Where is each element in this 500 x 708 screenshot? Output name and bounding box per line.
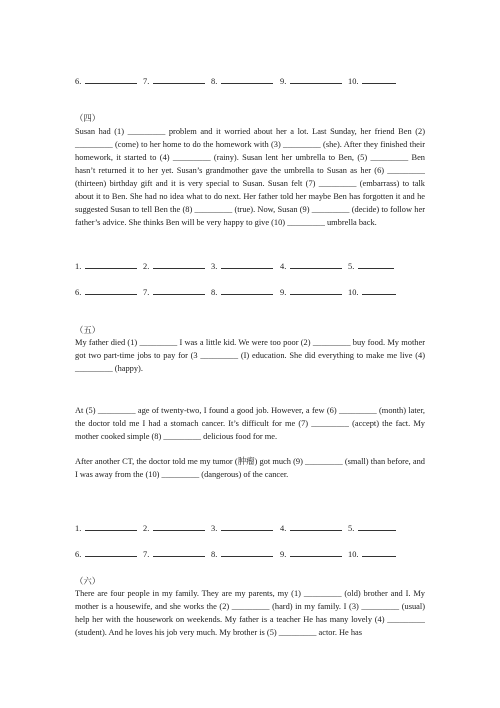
section-5-paragraph-3: After another CT, the doctor told me my tumor (肿瘤) got much (9) _________ (small) than before, and I was away from the (10) _________ (dangerous) of the cancer. — [75, 457, 425, 479]
answer-slot-7[interactable]: 7. — [143, 75, 205, 86]
answer-slot-5[interactable]: 5. — [348, 260, 394, 271]
answer-slot-6[interactable]: 6. — [75, 548, 137, 559]
section-4-heading: （四） — [75, 114, 101, 123]
answer-slot-5[interactable]: 5. — [348, 522, 396, 533]
answer-slot-1[interactable]: 1. — [75, 260, 137, 271]
answer-slot-6[interactable]: 6. — [75, 75, 137, 86]
answer-slot-8[interactable]: 8. — [211, 75, 273, 86]
section-4-answer-row-2 — [75, 286, 427, 300]
answer-slot-9[interactable]: 9. — [280, 75, 342, 86]
answer-slot-9[interactable]: 9. — [280, 286, 342, 297]
section-5-paragraph-1: My father died (1) _________ I was a little kid. We were too poor (2) _________ buy food. My mother got two part-time jobs to pay for (3 _________ (I) education. She did everything to make me live (4) _________ (happy). — [75, 338, 425, 373]
answer-slot-7[interactable]: 7. — [143, 548, 205, 559]
answer-slot-2[interactable]: 2. — [143, 522, 205, 533]
answer-slot-2[interactable]: 2. — [143, 260, 205, 271]
section-5-paragraph-2: At (5) _________ age of twenty-two, I found a good job. However, a few (6) _________ (month) later, the doctor told me I had a stomach cancer. It’s difficult for me (7) _________ (accept) the fact. My mother cooked simple (8) _________ delicious food for me. — [75, 406, 425, 441]
section-6-passage: There are four people in my family. They are my parents, my (1) _________ (old) brother and I. My mother is a housewife, and she works the (2) _________ (hard) in my family. I (3) _________ (usual) help her with the housework on weekends. My father is a teacher He has many lovely (4) _________ (student). And he loves his job very much. My brother is (5) _________ actor. He has — [75, 589, 425, 637]
answer-slot-4[interactable]: 4. — [280, 260, 342, 271]
answer-slot-8[interactable]: 8. — [211, 548, 273, 559]
answer-slot-10[interactable]: 10. — [348, 75, 396, 86]
section-5-heading: （五） — [75, 326, 101, 335]
answer-slot-10[interactable]: 10. — [348, 548, 396, 559]
answer-slot-8[interactable]: 8. — [211, 286, 273, 297]
answer-slot-9[interactable]: 9. — [280, 548, 342, 559]
answer-row-top — [75, 75, 427, 89]
answer-slot-7[interactable]: 7. — [143, 286, 205, 297]
section-5-answer-row-2 — [75, 548, 427, 562]
answer-slot-4[interactable]: 4. — [280, 522, 342, 533]
answer-slot-10[interactable]: 10. — [348, 286, 396, 297]
section-4-passage: Susan had (1) _________ problem and it worried about her a lot. Last Sunday, her friend Ben (2) _________ (come) to her home to do the homework with (3) _________ (she). After they finished their homework, it started to (4) _________ (rainy). Susan lent her umbrella to Ben, (5) _________ Ben hasn’t returned it to her yet. Susan’s grandmother gave the umbrella to Susan as her (6) _________ (thirteen) birthday gift and it is very special to Susan. Susan felt (7) _________ (embarrass) to talk about it to Ben. She had no idea what to do next. Her father told her maybe Ben has forgotten it and he suggested Susan to tell Ben the (8) _________ (true). Now, Susan (9) _________ (decide) to follow her father’s advice. She thinks Ben will be very happy to give (10) _________ umbrella back. — [75, 127, 425, 227]
section-5-answer-row-1 — [75, 522, 427, 536]
section-4-answer-row-1 — [75, 260, 427, 274]
answer-slot-3[interactable]: 3. — [211, 522, 273, 533]
answer-slot-1[interactable]: 1. — [75, 522, 137, 533]
answer-slot-3[interactable]: 3. — [211, 260, 273, 271]
answer-slot-6[interactable]: 6. — [75, 286, 137, 297]
section-6-heading: （六） — [75, 577, 101, 586]
